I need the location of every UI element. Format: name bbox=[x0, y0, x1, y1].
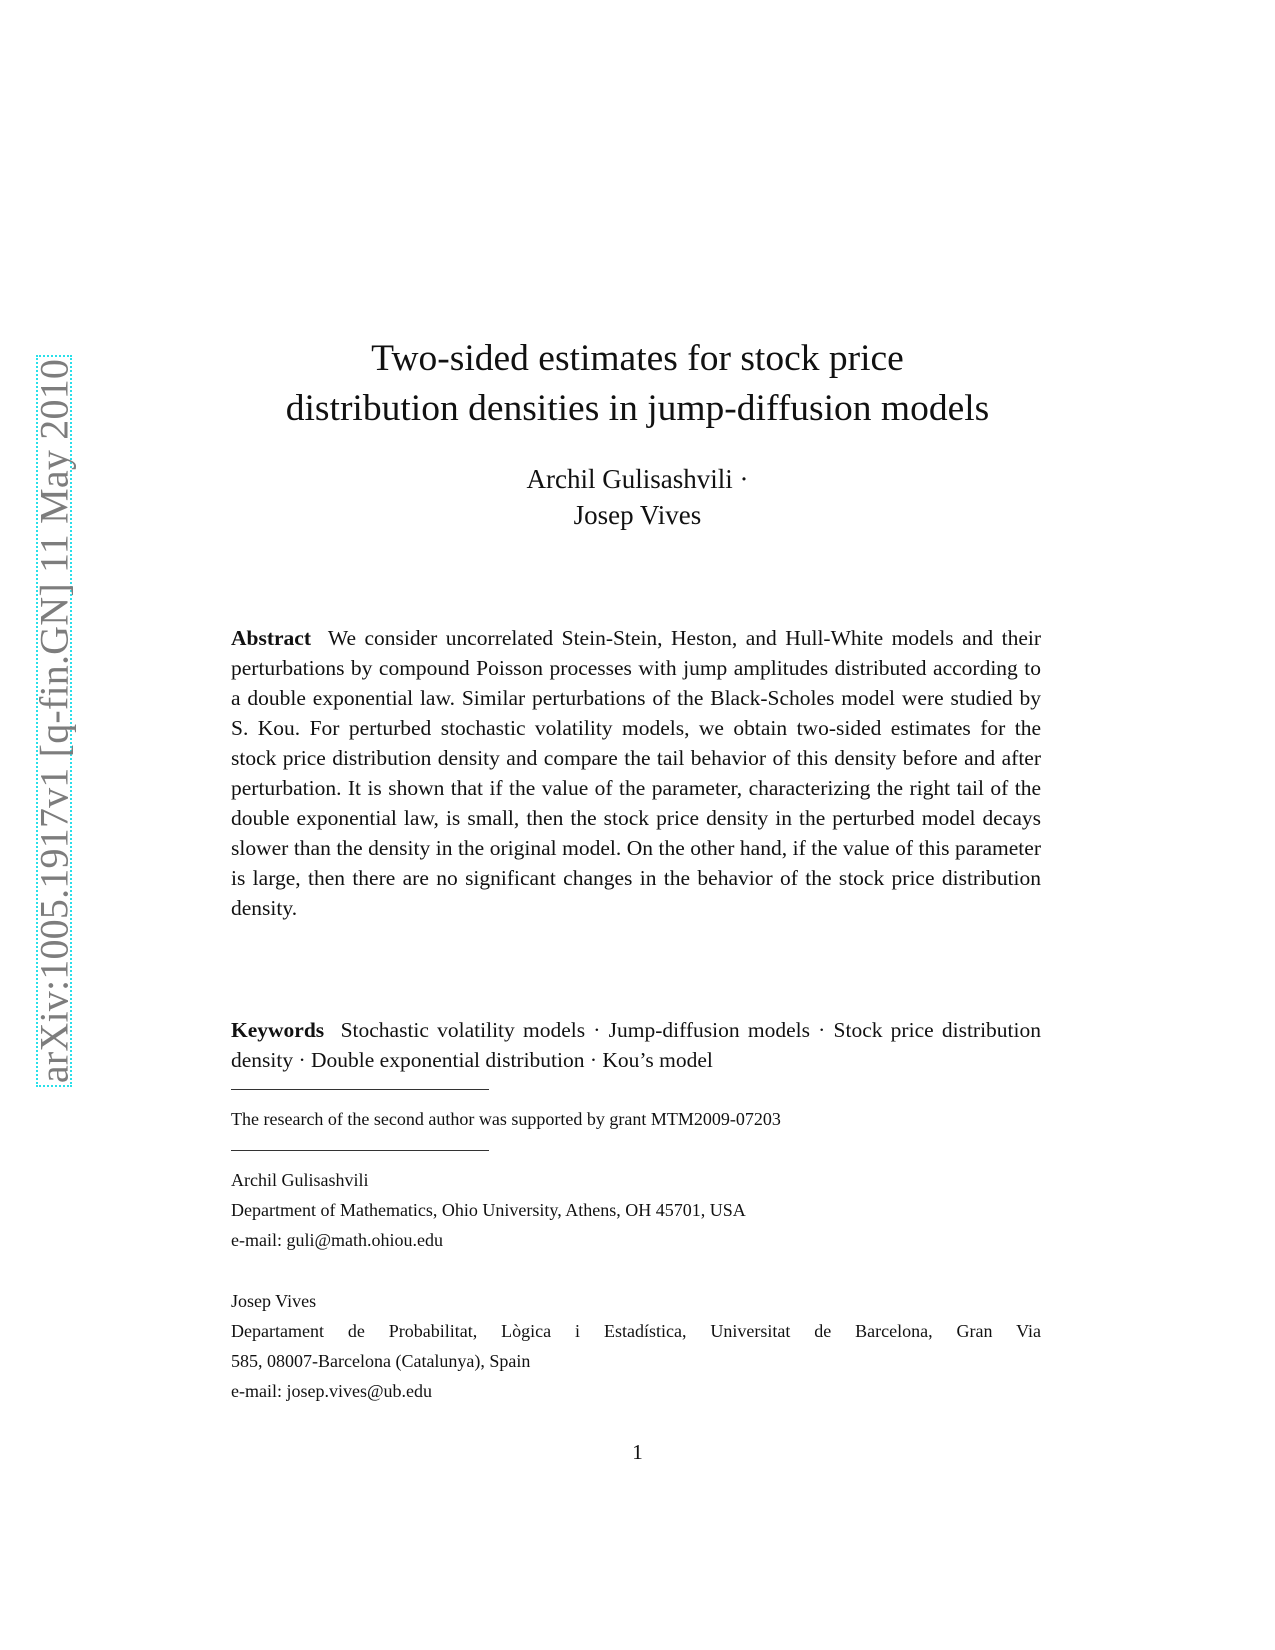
affiliation-name: Archil Gulisashvili bbox=[231, 1170, 369, 1190]
affiliation-email: e-mail: josep.vives@ub.edu bbox=[231, 1381, 433, 1401]
author-line-1: Archil Gulisashvili · bbox=[526, 464, 749, 494]
arxiv-stamp bbox=[31, 355, 77, 1087]
keywords bbox=[231, 1015, 1041, 1075]
funding-footnote: The research of the second author was supported by grant MTM2009-07203 bbox=[231, 1109, 781, 1129]
keywords-text: Stochastic volatility models · Jump-diffusion models · Stock price distribution density · Double exponential distribution · Kou’s model bbox=[231, 1018, 1041, 1072]
arxiv-stamp-text: arXiv:1005.1917v1 [q-fin.GN] 11 May 2010 bbox=[31, 358, 77, 1084]
affiliation-email: e-mail: guli@math.ohiou.edu bbox=[231, 1230, 444, 1250]
author-line-2: Josep Vives bbox=[573, 500, 702, 530]
abstract-label: Abstract bbox=[231, 626, 312, 650]
paper-title-line-2: distribution densities in jump-diffusion models bbox=[285, 388, 990, 429]
footnote-divider-top bbox=[231, 1089, 489, 1090]
affiliation-first-author bbox=[231, 1165, 1041, 1255]
affiliation-second-author bbox=[231, 1286, 1041, 1406]
author-list bbox=[180, 461, 1095, 533]
keywords-label: Keywords bbox=[231, 1018, 325, 1042]
paper-title-line-1: Two-sided estimates for stock price bbox=[371, 338, 904, 379]
affiliation-address: Department of Mathematics, Ohio University, Athens, OH 45701, USA bbox=[231, 1200, 746, 1220]
affiliation-name: Josep Vives bbox=[231, 1291, 317, 1311]
page-number: 1 bbox=[632, 1440, 643, 1464]
paper-title bbox=[180, 334, 1095, 434]
abstract bbox=[231, 623, 1041, 923]
affiliation-address-line-2: 585, 08007-Barcelona (Catalunya), Spain bbox=[231, 1351, 531, 1371]
affiliation-address-line-1: Departament de Probabilitat, Lògica i Estadística, Universitat de Barcelona, Gran Via bbox=[231, 1321, 1041, 1341]
footnote-divider-bottom bbox=[231, 1150, 489, 1151]
abstract-text: We consider uncorrelated Stein-Stein, Heston, and Hull-White models and their perturbations by compound Poisson processes with jump amplitudes distributed according to a double exponential law. Similar perturbations of the Black-Scholes model were studied by S. Kou. For perturbed stochastic volatility models, we obtain two-sided estimates for the stock price distribution density and compare the tail behavior of this density before and after perturbation. It is shown that if the value of the parameter, characterizing the right tail of the double exponential law, is small, then the stock price density in the perturbed model decays slower than the density in the original model. On the other hand, if the value of this parameter is large, then there are no significant changes in the behavior of the stock price distribution density. bbox=[231, 626, 1042, 920]
